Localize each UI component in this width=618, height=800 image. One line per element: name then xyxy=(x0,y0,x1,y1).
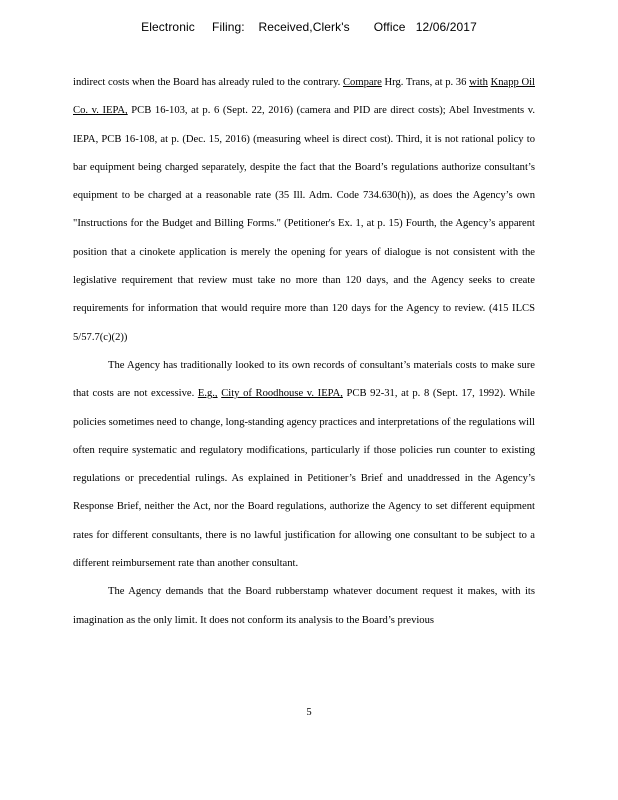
text-run: indirect costs when the Board has already ruled to the contrary. xyxy=(73,77,343,88)
case-name-knapp: Knapp Oil Co. v. IEPA, xyxy=(73,77,535,117)
paragraph-3 xyxy=(73,578,535,635)
case-name-roodhouse: City of Roodhouse v. IEPA, xyxy=(221,388,343,400)
filing-header: Electronic Filing: Received,Clerk's Office 12/06/2017 xyxy=(141,20,477,34)
text-run: The Agency has traditionally looked to its own records of consultant’s materials costs to make sure that costs are not excessive. xyxy=(73,359,535,400)
citation-eg: E.g., xyxy=(197,388,218,400)
citation-with: with xyxy=(469,77,488,88)
paragraph-2 xyxy=(73,352,535,578)
citation-compare: Compare xyxy=(342,77,382,88)
text-run: PCB 92-31, at p. 8 (Sept. 17, 1992). While policies sometimes need to change, long-standing agency practices and interpretations of the regulations will often require systematic and regulatory modifications, particularly if those policies run counter to existing regulations or precedential rulings. As explained in Petitioner’s Brief and unaddressed in the Agency’s Response Brief, neither the Act, nor the Board regulations, authorize the Agency to set different equipment rates for different consultants, there is no lawful justification for allowing one consultant to be subject to a different reimbursement rate than another consultant. xyxy=(73,388,535,570)
text-run: Hrg. Trans, at p. 36 xyxy=(381,77,470,88)
page-number: 5 xyxy=(306,707,312,718)
paragraph-1 xyxy=(73,69,535,352)
text-run: The Agency demands that the Board rubberstamp whatever document request it makes, with its imagination as the only limit. It does not conform its analysis to the Board’s previous xyxy=(73,586,535,626)
document-body xyxy=(73,69,535,635)
text-run: PCB 16-103, at p. 6 (Sept. 22, 2016) (camera and PID are direct costs); Abel Investments v. IEPA, PCB 16-108, at p. (Dec. 15, 2016) (measuring wheel is direct cost). Third, it is not rational policy to bar equipment being charged separately, despite the fact that the Board’s regulations authorize consultant’s equipment to be charged at a reasonable rate (35 Ill. Adm. Code 734.630(h)), as does the Agency’s own "Instructions for the Budget and Billing Forms." (Petitioner's Ex. 1, at p. 15) Fourth, the Agency’s apparent position that a cinokete application is merely the opening for years of dialogue is not consistent with the legislative requirement that review must take no more than 120 days, and the Agency seeks to create requirements for information that would require more than 120 days for the Agency to review. (415 ILCS 5/57.7(c)(2)) xyxy=(73,105,535,343)
